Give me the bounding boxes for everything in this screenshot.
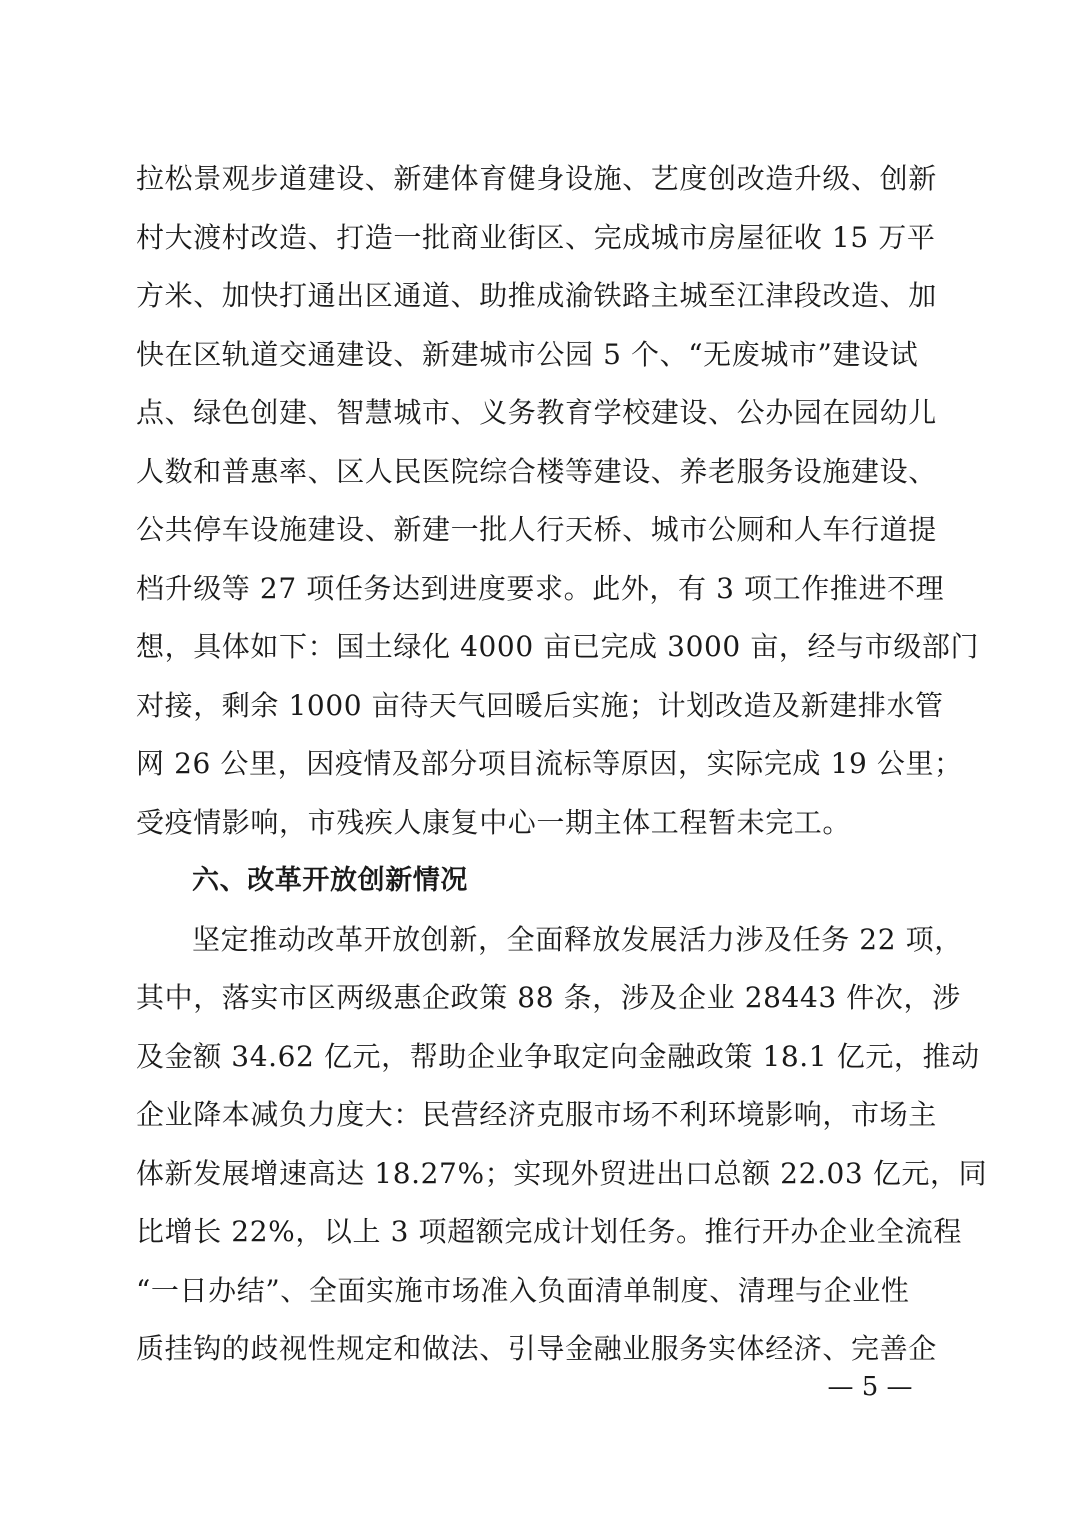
text-line: 网 26 公里，因疫情及部分项目流标等原因，实际完成 19 公里； [136,747,963,780]
text-line: 体新发展增速高达 18.27%；实现外贸进出口总额 22.03 亿元，同 [136,1156,988,1190]
text-line: 企业降本减负力度大：民营经济克服市场不利环境影响，市场主 [136,1098,937,1131]
text-line: 其中，落实市区两级惠企政策 88 条，涉及企业 28443 件次，涉 [136,981,961,1014]
text-line: 快在区轨道交通建设、新建城市公园 5 个、“无废城市”建设试 [136,337,919,371]
text-line: 档升级等 27 项任务达到进度要求。此外，有 3 项工作推进不理 [136,571,945,605]
text-line: 对接，剩余 1000 亩待天气回暖后实施；计划改造及新建排水管 [136,688,944,722]
page-number: — 5 — [827,1372,913,1402]
text-line: 人数和普惠率、区人民医院综合楼等建设、养老服务设施建设、 [136,454,937,488]
text-line: 比增长 22%，以上 3 项超额完成计划任务。推行开办企业全流程 [136,1215,962,1248]
text-line: 村大渡村改造、打造一批商业街区、完成城市房屋征收 15 万平 [136,220,936,254]
body-text [136,150,988,1379]
section-heading: 六、改革开放创新情况 [192,865,468,896]
text-line: 公共停车设施建设、新建一批人行天桥、城市公厕和人车行道提 [136,513,937,546]
text-line: 及金额 34.62 亿元，帮助企业争取定向金融政策 18.1 亿元，推动 [136,1039,980,1073]
text-line: 坚定推动改革开放创新，全面释放发展活力涉及任务 22 项， [192,922,963,956]
text-line: 想，具体如下：国土绿化 4000 亩已完成 3000 亩，经与市级部门 [136,630,980,663]
text-line: 质挂钩的歧视性规定和做法、引导金融业服务实体经济、完善企 [136,1332,937,1365]
text-line: 方米、加快打通出区通道、助推成渝铁路主城至江津段改造、加 [136,279,937,312]
text-line: “一日办结”、全面实施市场准入负面清单制度、清理与企业性 [136,1273,910,1307]
text-line: 受疫情影响，市残疾人康复中心一期主体工程暂未完工。 [136,805,852,839]
text-line: 拉松景观步道建设、新建体育健身设施、艺度创改造升级、创新 [136,162,937,195]
text-line: 点、绿色创建、智慧城市、义务教育学校建设、公办园在园幼儿 [136,396,937,429]
